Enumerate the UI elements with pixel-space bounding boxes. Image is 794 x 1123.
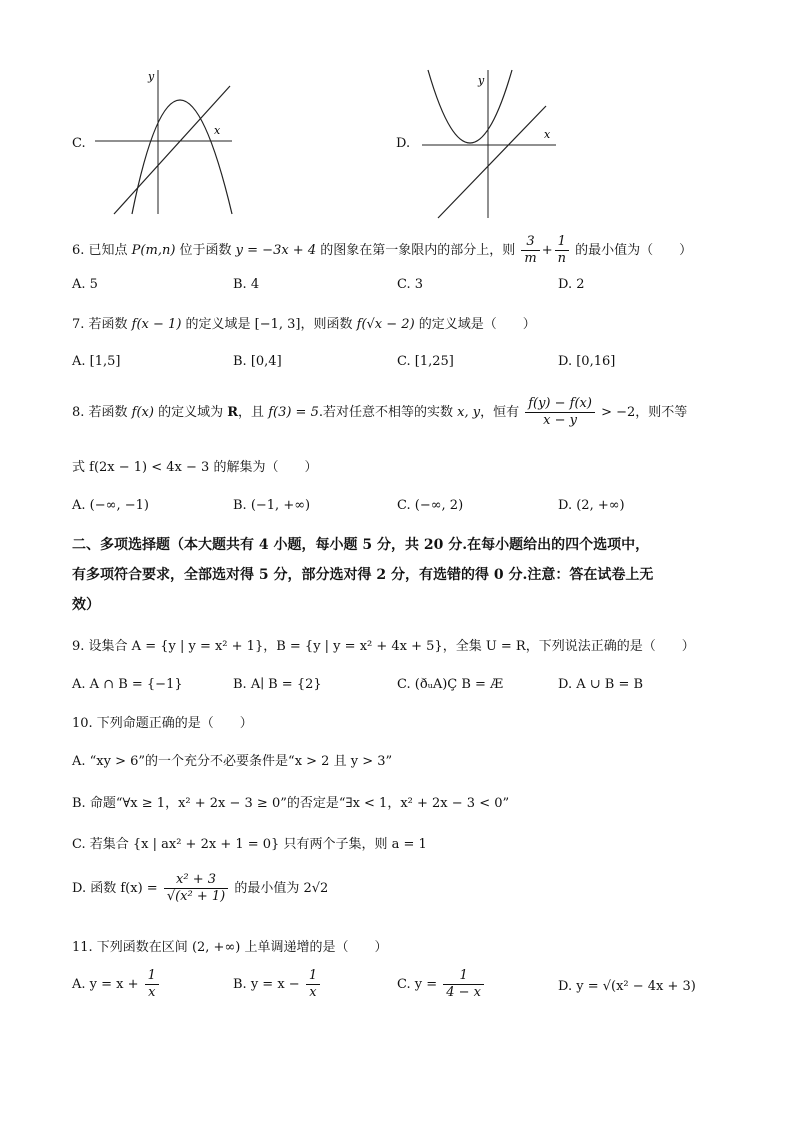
q9-option-d: D. A ∪ B = B xyxy=(558,677,644,692)
q9-option-a: A. A ∩ B = {−1} xyxy=(72,677,183,692)
question-9-stem: 9. 设集合 A = {y | y = x² + 1}，B = {y | y = x² + 4x + 5}，全集 U = R，下列说法正确的是（ ） xyxy=(72,639,695,654)
question-8-stem: 8. 若函数 f(x) 的定义域为 R，且 f(3) = 5.若对任意不相等的实数 x, y，恒有 $\frac{f(y) - f(x)}{x - y}$ > −2，则不等 xyxy=(72,396,688,428)
graph-d-label: D. xyxy=(396,136,411,151)
q10-option-d: D. 函数 f(x) = $\frac{\text{x² + 3}}{\text{√(x² + 1)}}$ 的最小值为 2√2 xyxy=(72,872,329,904)
q11-option-c: C. y = $\frac{1}{4 - x}$ xyxy=(397,968,486,1001)
graph-c-y-label: y xyxy=(148,70,155,83)
q6-option-b: B. 4 xyxy=(233,277,260,292)
q6-option-c: C. 3 xyxy=(397,277,424,292)
q8-option-b: B. (−1, +∞) xyxy=(233,498,311,513)
question-11-stem: 11. 下列函数在区间 (2, +∞) 上单调递增的是（ ） xyxy=(72,940,388,955)
graph-d-parabola xyxy=(428,70,512,143)
graph-c-parabola xyxy=(132,100,232,214)
section-2-heading: 二、多项选择题（本大题共有 4 小题，每小题 5 分，共 20 分.在每小题给出的四个选项中， 有多项符合要求，全部选对得 5 分，部分选对得 2 分，有选错的得 0 分.注意：答在试卷上无 效） xyxy=(72,537,654,613)
q9-option-c: C. (ð⁠ᵤA)Ç B = Æ xyxy=(397,677,504,692)
q10-d-frac: $\frac{\text{x² + 3}}{\text{√(x² + 1)}}$ xyxy=(164,872,228,905)
q11-option-b: B. y = x − $\frac{1}{x}$ xyxy=(233,968,322,1001)
q10-option-c: C. 若集合 {x | ax² + 2x + 1 = 0} 只有两个子集，则 a = 1 xyxy=(72,837,427,852)
q11-option-d: D. y = √(x² − 4x + 3) xyxy=(558,979,696,994)
q6-option-a: A. 5 xyxy=(72,277,98,292)
q8-option-c: C. (−∞, 2) xyxy=(397,498,464,513)
q7-option-a: A. [1,5] xyxy=(72,354,121,369)
q11-option-a: A. y = x + $\frac{1}{x}$ xyxy=(72,968,161,1001)
q8-frac: $\frac{f(y) - f(x)}{x - y}$ xyxy=(525,396,595,429)
graph-d xyxy=(416,66,566,221)
q7-option-d: D. [0,16] xyxy=(558,354,616,369)
question-8-line2: 式 f(2x − 1) < 4x − 3 的解集为（ ） xyxy=(72,460,318,475)
graph-d-y-label: y xyxy=(478,74,485,87)
graph-c-x-label: x xyxy=(214,124,221,137)
graph-c-line xyxy=(114,86,230,214)
graph-d-x-label: x xyxy=(544,128,551,141)
q6-frac1: $\frac{3}{m}$ xyxy=(521,234,539,267)
q9-option-b: B. A∣ B = {2} xyxy=(233,677,322,692)
q10-option-a: A. “xy > 6”的一个充分不必要条件是“x > 2 且 y > 3” xyxy=(72,754,393,769)
graph-c-label: C. xyxy=(72,136,86,151)
q8-option-d: D. (2, +∞) xyxy=(558,498,625,513)
question-6-stem: 6. 已知点 P(m,n) 位于函数 y = −3x + 4 的图象在第一象限内的部分上，则 $\frac{3}{m}$ + $\frac{1}{n}$ 的最小值为（ ） xyxy=(72,234,693,266)
question-10-stem: 10. 下列命题正确的是（ ） xyxy=(72,716,253,731)
question-7-stem: 7. 若函数 f(x − 1) 的定义域是 [−1, 3]，则函数 f(√x − 2) 的定义域是（ ） xyxy=(72,317,536,332)
q10-option-b: B. 命题“∀x ≥ 1，x² + 2x − 3 ≥ 0”的否定是“∃x < 1，x² + 2x − 3 < 0” xyxy=(72,796,510,811)
q7-option-b: B. [0,4] xyxy=(233,354,282,369)
q8-option-a: A. (−∞, −1) xyxy=(72,498,149,513)
q6-option-d: D. 2 xyxy=(558,277,585,292)
q6-frac2: $\frac{1}{n}$ xyxy=(555,234,569,267)
graph-c xyxy=(92,66,242,216)
q7-option-c: C. [1,25] xyxy=(397,354,454,369)
